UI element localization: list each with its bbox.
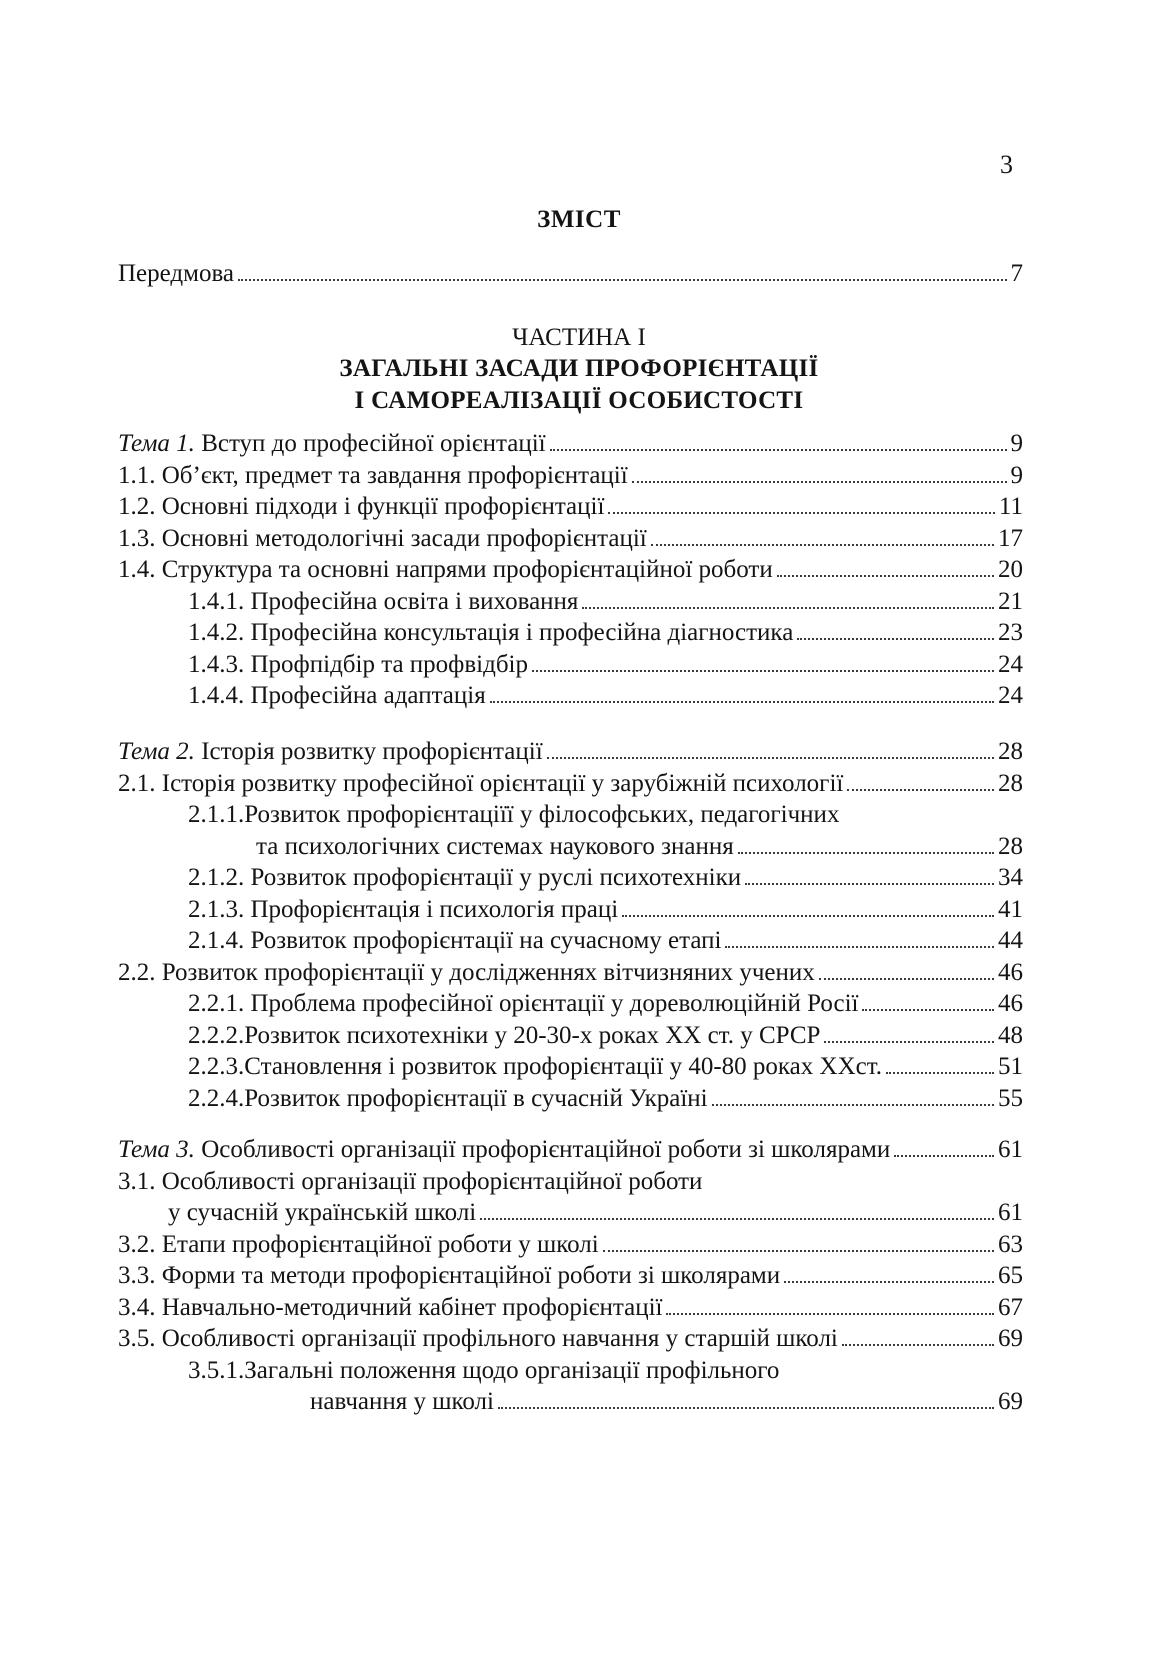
topic-label: Тема 3. xyxy=(118,1136,195,1163)
toc-entry-title: 3.2. Етапи профорієнтаційної роботи у школі xyxy=(118,1230,599,1258)
toc-entry-title: 1.4.4. Професійна адаптація xyxy=(188,682,486,709)
topic-1-section xyxy=(118,428,1023,712)
dot-leader xyxy=(547,757,994,759)
toc-entry-page: 41 xyxy=(998,895,1023,923)
toc-entry[interactable] xyxy=(118,523,1023,555)
toc-entry[interactable] xyxy=(118,1260,1023,1292)
toc-entry-title: 2.1.1.Розвиток профорієнтаціїї у філософських, педагогічних xyxy=(188,801,840,828)
dot-leader xyxy=(490,701,994,703)
preface-section xyxy=(118,258,1023,290)
toc-entry-continuation[interactable] xyxy=(118,1386,1023,1418)
toc-entry-page: 48 xyxy=(998,1021,1023,1049)
toc-entry-page: 7 xyxy=(1010,260,1023,287)
dot-leader xyxy=(745,883,994,885)
toc-entry-title: 1.4.2. Професійна консультація і професійна діагностика xyxy=(188,619,794,646)
toc-entry-page: 61 xyxy=(998,1136,1023,1163)
dot-leader xyxy=(622,915,994,917)
toc-entry[interactable] xyxy=(118,1323,1023,1355)
toc-entry-page: 23 xyxy=(998,619,1023,646)
toc-entry-title: 1.4.1. Професійна освіта і виховання xyxy=(188,587,579,615)
toc-entry-page: 55 xyxy=(998,1084,1023,1112)
toc-entry-title: 1.3. Основні методологічні засади профорієнтації xyxy=(118,524,647,552)
dot-leader xyxy=(894,1155,994,1157)
part-title-line-1: ЗАГАЛЬНІ ЗАСАДИ ПРОФОРІЄНТАЦІЇ xyxy=(339,355,819,382)
toc-entry[interactable] xyxy=(118,617,1023,649)
toc-entry[interactable] xyxy=(118,680,1023,712)
toc-entry-title: 2.1.3. Профорієнтація і психологія праці xyxy=(188,895,619,923)
toc-entry-title: 2.2.4.Розвиток профорієнтації в сучасній Україні xyxy=(188,1084,708,1112)
topic-3-section xyxy=(118,1134,1023,1418)
toc-entry[interactable] xyxy=(118,649,1023,681)
dot-leader xyxy=(847,789,994,791)
toc-entry-page: 28 xyxy=(998,769,1023,797)
dot-leader xyxy=(238,279,1006,281)
page-number: 3 xyxy=(1000,150,1013,179)
toc-entry-page: 46 xyxy=(998,958,1023,986)
dot-leader xyxy=(608,512,994,514)
toc-entry[interactable] xyxy=(118,988,1023,1020)
toc-entry-title: 2.1. Історія розвитку професійної орієнтації у зарубіжній психології xyxy=(118,769,844,797)
toc-entry[interactable] xyxy=(118,1292,1023,1324)
toc-entry[interactable] xyxy=(118,1166,1023,1198)
dot-leader xyxy=(819,978,994,980)
toc-entry-page: 24 xyxy=(998,682,1023,709)
toc-entry-page: 67 xyxy=(998,1293,1023,1321)
toc-entry-title: 3.1. Особливості організації профорієнтаційної роботи xyxy=(118,1167,703,1195)
toc-entry-page: 69 xyxy=(998,1388,1023,1415)
dot-leader xyxy=(777,575,994,577)
dot-leader xyxy=(582,607,994,609)
toc-entry[interactable] xyxy=(118,460,1023,492)
toc-entry-title: 2.2.1. Проблема професійної орієнтації у дореволюційній Росії xyxy=(188,990,859,1017)
toc-entry[interactable] xyxy=(118,554,1023,586)
toc-entry[interactable] xyxy=(118,862,1023,894)
toc-entry-page: 28 xyxy=(998,738,1023,765)
dot-leader xyxy=(797,638,994,640)
dot-leader xyxy=(498,1407,994,1409)
toc-entry-page: 46 xyxy=(998,990,1023,1017)
toc-entry-page: 51 xyxy=(998,1053,1023,1080)
toc-entry[interactable] xyxy=(118,925,1023,957)
topic-2-section xyxy=(118,736,1023,1114)
toc-entry-title: 3.4. Навчально-методичний кабінет профорієнтації xyxy=(118,1293,663,1321)
toc-entry-title: 1.2. Основні підходи і функції профорієнтації xyxy=(118,493,605,520)
dot-leader xyxy=(886,1072,994,1074)
toc-entry-title: 2.2. Розвиток профорієнтації у дослідженнях вітчизняних учених xyxy=(118,958,815,986)
toc-entry-page: 61 xyxy=(998,1199,1023,1226)
toc-entry-page: 20 xyxy=(998,556,1023,583)
dot-leader xyxy=(784,1281,994,1283)
toc-entry-title: Передмова xyxy=(118,260,235,287)
toc-entry-title: 3.3. Форми та методи профорієнтаційної роботи зі школярами xyxy=(118,1262,781,1289)
toc-entry-continuation[interactable] xyxy=(118,831,1023,863)
toc-entry-title: 3.5.1.Загальні положення щодо організації профільного xyxy=(188,1356,780,1384)
toc-entry[interactable] xyxy=(118,586,1023,618)
toc-entry-title: Історія розвитку профорієнтації xyxy=(194,738,543,765)
toc-entry[interactable] xyxy=(118,1020,1023,1052)
toc-entry-page: 44 xyxy=(998,927,1023,954)
toc-entry[interactable] xyxy=(118,1355,1023,1387)
topic-label: Тема 1. xyxy=(118,430,195,457)
toc-entry[interactable] xyxy=(118,957,1023,989)
toc-entry-topic-2[interactable] xyxy=(118,736,1023,768)
toc-entry-page: 34 xyxy=(998,864,1023,891)
dot-leader xyxy=(712,1104,994,1106)
toc-entry-page: 21 xyxy=(998,587,1023,615)
dot-leader xyxy=(480,1218,994,1220)
toc-entry-title: навчання у школі xyxy=(310,1388,494,1415)
toc-entry[interactable] xyxy=(118,768,1023,800)
toc-entry-continuation[interactable] xyxy=(118,1197,1023,1229)
toc-entry[interactable] xyxy=(118,491,1023,523)
part-label: ЧАСТИНА І xyxy=(512,324,646,351)
toc-entry-title: у сучасній українській школі xyxy=(168,1199,477,1226)
dot-leader xyxy=(632,481,1007,483)
toc-entry[interactable] xyxy=(118,1051,1023,1083)
toc-entry-title: 1.4. Структура та основні напрями профорієнтаційної роботи xyxy=(118,556,773,583)
dot-leader xyxy=(738,852,994,854)
toc-entry-page: 17 xyxy=(998,524,1023,552)
toc-entry-topic-3[interactable] xyxy=(118,1134,1023,1166)
toc-entry[interactable] xyxy=(118,1083,1023,1115)
toc-entry-title: 1.4.3. Профпідбір та профвідбір xyxy=(188,650,529,678)
topic-label: Тема 2. xyxy=(118,738,195,765)
dot-leader xyxy=(666,1313,994,1315)
part-heading xyxy=(0,323,1158,417)
dot-leader xyxy=(603,1250,994,1252)
toc-entry-title: та психологічних системах наукового знання xyxy=(256,832,734,860)
toc-entry[interactable] xyxy=(118,894,1023,926)
dot-leader xyxy=(532,670,994,672)
toc-entry[interactable] xyxy=(118,1229,1023,1261)
toc-entry-page: 28 xyxy=(998,832,1023,860)
dot-leader xyxy=(651,544,994,546)
toc-entry-page: 24 xyxy=(998,650,1023,678)
toc-entry-page: 65 xyxy=(998,1262,1023,1289)
toc-entry-title: 2.1.2. Розвиток профорієнтації у руслі психотехніки xyxy=(188,864,742,891)
toc-entry-title: 2.2.2.Розвиток психотехніки у 20-30-х роках ХХ ст. у СРСР xyxy=(188,1021,821,1049)
dot-leader xyxy=(862,1009,994,1011)
toc-entry-page: 63 xyxy=(998,1230,1023,1258)
toc-entry-title: Вступ до професійної орієнтації xyxy=(194,430,546,457)
toc-entry-title: Особливості організації профорієнтаційної роботи зі школярами xyxy=(194,1136,891,1163)
toc-entry-title: 2.1.4. Розвиток профорієнтації на сучасному етапі xyxy=(188,927,722,954)
page-title: ЗМІСТ xyxy=(537,206,621,233)
toc-entry-page: 11 xyxy=(998,493,1023,520)
toc-entry-title: 1.1. Об’єкт, предмет та завдання профорієнтації xyxy=(118,461,628,489)
dot-leader xyxy=(842,1344,994,1346)
toc-entry-title: 2.2.3.Становлення і розвиток профорієнтації у 40-80 роках ХХст. xyxy=(188,1053,883,1080)
dot-leader xyxy=(550,449,1007,451)
dot-leader xyxy=(824,1041,994,1043)
toc-entry[interactable] xyxy=(118,799,1023,831)
toc-entry-topic-1[interactable] xyxy=(118,428,1023,460)
dot-leader xyxy=(725,946,994,948)
toc-entry-title: 3.5. Особливості організації профільного навчання у старшій школі xyxy=(118,1325,838,1352)
toc-entry-page: 9 xyxy=(1010,461,1023,489)
part-title-line-2: І САМОРЕАЛІЗАЦІЇ ОСОБИСТОСТІ xyxy=(354,387,804,414)
toc-entry-page: 69 xyxy=(998,1325,1023,1352)
toc-entry-preface[interactable] xyxy=(118,258,1023,290)
toc-entry-page: 9 xyxy=(1010,430,1023,457)
